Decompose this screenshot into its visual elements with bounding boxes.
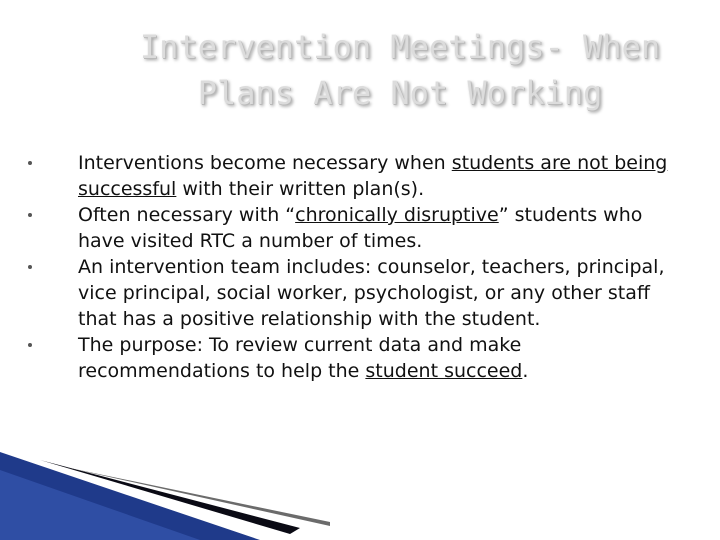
bullet-dot-icon [28, 161, 32, 165]
bullet-item [10, 150, 690, 202]
bullet-text: . [522, 360, 529, 382]
decorative-swoosh [0, 440, 720, 540]
bullet-dot-icon [28, 265, 32, 269]
bullet-dot-icon [28, 343, 32, 347]
bullet-text: with their written plan(s). [176, 178, 425, 200]
underlined-phrase: students are not being successful [78, 152, 668, 200]
bullet-text: Often necessary with “ [78, 204, 296, 226]
bullet-item [10, 332, 690, 384]
slide-title [100, 24, 700, 116]
bullet-text: An intervention team includes: counselor, teachers, principal, vice principal, social worker, psychologist, or any other staff that has a positive relationship with the student. [78, 256, 665, 330]
bullet-list [10, 150, 690, 384]
bullet-text: Interventions become necessary when [78, 152, 452, 174]
underlined-phrase: student succeed [365, 360, 523, 382]
bullet-item [10, 254, 690, 332]
title-line-1: Intervention Meetings- When [139, 28, 661, 66]
title-line-2: Plans Are Not Working [197, 74, 603, 112]
blue-swoosh-light [0, 470, 200, 540]
bullet-item [10, 202, 690, 254]
bullet-text: The purpose: To review current data and make recommendations to help the [78, 334, 522, 382]
bullet-text: ” students who have visited RTC a number of times. [78, 204, 643, 252]
underlined-phrase: chronically disruptive [295, 204, 499, 226]
bullet-dot-icon [28, 213, 32, 217]
